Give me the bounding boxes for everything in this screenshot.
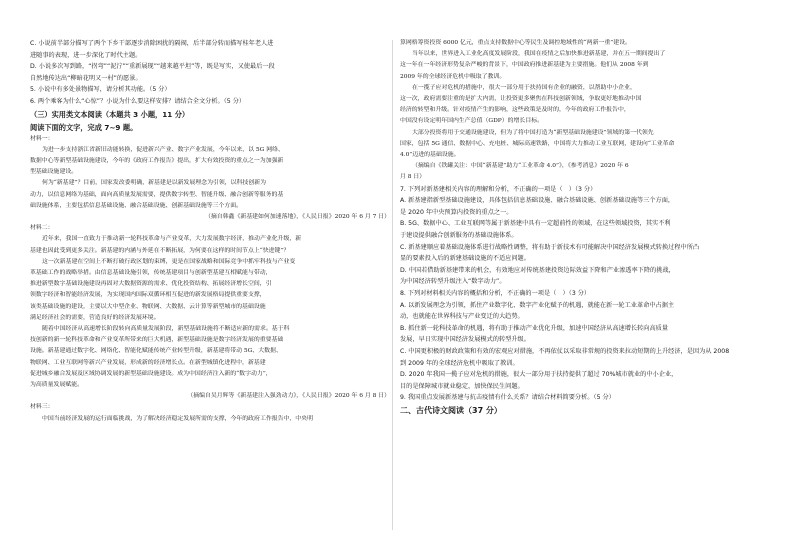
material-2-line: 基建也因此受到更多关注。新基建的内涵与外延在不断拓展，为何要在这样的时间节点上“快进键”？ — [30, 247, 290, 254]
question-7-option-c: 显的要素投入后的新建基础设施的不适应问题。 — [400, 255, 530, 263]
material-3-line: 这一年在一年经济形势复杂严峻的背景下，中国政府推进新基建为主要措施。他们从 2008 年到 — [400, 62, 649, 69]
material-3-line: 经济的转型和升级。针对疫情产生的影响，这些政策是及时的，今年的政府工作报告中， — [400, 107, 630, 114]
material-1-line: 型基础设施建设。 — [30, 169, 78, 176]
reading-instruction: 阅读下面的文字，完成 7~9 题。 — [30, 122, 138, 132]
material-2-line: 为高质量发展赋能。 — [30, 382, 84, 389]
question-8-option-b: 发展，早日实现中国经济发展模式的转型升级。 — [400, 336, 530, 344]
material-2-label: 材料二： — [30, 225, 54, 232]
question-7-option-d: 为中国经济转型升级注入“数字动力”。 — [400, 278, 506, 286]
material-2-line: 领数字经济和智能经济发展，为实现国内国际双循环相互促进的新发展格局提供重要支撑， — [30, 292, 266, 299]
section-heading-classical-poetry: 二、古代诗文阅读（37 分） — [400, 405, 502, 415]
material-1-line: 动力，以信息网络为基础，面向高质量发展需要，提供数字转型、智能升级、融合创新等服务的基 — [30, 191, 284, 198]
question-4-option-d-line: D. 小说多次写到路，“拐弯”“泥泞”“重新展现”“越来越平坦”等，既是写实，又使最后一段 — [30, 63, 275, 71]
material-1-label: 材料一： — [30, 135, 54, 142]
material-2-line: 革基础工作的战略举措。由信息基础设施引领，传统基建项目与创新型基建互相赋能与带动， — [30, 270, 272, 276]
material-3-line: 2009 年的全球经济危机中吸取了教训。 — [400, 73, 506, 80]
material-2-line: 近年来，我国一直致力于推动新一轮科技革命与产业变革，大力发展数字经济，推动产业化升级，新 — [42, 236, 302, 243]
material-3-source: （摘编自《铁罐关注：中国“新基建”助力“工业革命 4.0”》，《参考消息》2020 年 6 — [412, 163, 629, 170]
material-3-line: 中国当前经济发展的运行面临挑战，为了解决经济稳定发展所需的支撑，今年的政府工作报告中，中央明 — [42, 415, 313, 422]
material-3-line: 中国没有设定明年国内生产总值（GDP）的增长目标。 — [400, 118, 543, 125]
material-3-source-cont: 月 8 日） — [400, 174, 426, 181]
material-2-line: 随着中国经济从高速增长阶段转向高质量发展阶段，新型基础设施将不断适应新的需求。基于科 — [42, 326, 290, 333]
material-2-line: 这一次新基建在空间上不断打破行政区划的束缚，更是在国家战略和国际竞争中抓牢科技与产业变 — [42, 258, 296, 265]
question-7-option-a: 是 2020 年中央预算内投资的重点之一。 — [400, 208, 513, 216]
material-3-line: 算网格筹资投资 6000 亿元，重点支持数据中心等民生及调控地域性的“两新一重”建设。 — [400, 40, 631, 46]
question-4-option-d-line: 自然地传达出“柳暗花明又一村”的愿景。 — [30, 74, 142, 82]
material-3-line: 大部分投资将用于交通设施建设，但为了将中国打造为“新型基础设施建设”领域的第一代领先 — [412, 129, 654, 136]
material-3-line: 国家，包括 5G 通信、数据中心、充电桩、城际高速铁路，中国将大力推动工业互联网，建设向“工业革命 — [400, 140, 675, 147]
right-column — [400, 38, 760, 418]
question-7-option-b: 于建设提供融合创新服务的基础设施体系。 — [400, 232, 518, 240]
material-2-line: 物联网、工业互联网等新兴产业发展，形成新的经济增长点。在新型城镇化进程中，新基建 — [30, 359, 266, 366]
question-7-option-a: A. 新基建指新型基础设施建设，具体包括信息基础设施、融合基础设施、创新基础设施等三个方面， — [400, 197, 675, 205]
question-5: 5. 小说中有多处景物描写，请分析其功能。（5 分） — [30, 86, 171, 94]
material-1-line: 何为“新基建”？目前，国家发改委明确，新基建是以新发展理念为引领，以科技创新为 — [42, 180, 266, 187]
material-1-line: 础设施体系，主要包括信息基础设施、融合基础设施、创新基础设施等三个方面。 — [30, 202, 243, 209]
material-2-line: 技创新的新一轮科技革命和产业变革所带来的巨大机遇，新型基础设施是数字经济发展的重要基础 — [30, 337, 284, 344]
material-3-line: 在一揽子应对危机的措施中，很大一部分用于扶持国有企业的融资，以帮助中小企业， — [412, 84, 636, 91]
question-8-option-d: 目的是保障城市就业稳定，加快保民生问题。 — [400, 382, 524, 390]
material-1-line: 数据中心等新型基础设施建设，今年的《政府工作报告》提出，扩大有效投资的重点之一为加强新 — [30, 157, 284, 164]
section-heading-practical-text: （三）实用类文本阅读（本题共 3 小题，11 分） — [30, 109, 190, 119]
column-divider — [392, 40, 393, 530]
question-8-option-d: D. 2020 年我国一揽子应对危机的措施，很大一部分用于扶持提供了超过 70%城市就业的中小企业， — [400, 371, 678, 379]
material-2-line: 满足经济社会的需要，营造良好的经济发展环境。 — [30, 314, 160, 321]
question-8-option-b: B. 抓住新一轮科技革命的机遇，将有助于推动产业优化升级，加速中国经济从高速增长转向高质量 — [400, 324, 669, 332]
material-1-line: 为进一步支持浙江省新旧动能转换，促进新兴产业、数字产业发展，今年以来，以 5G 网络、 — [42, 146, 284, 153]
question-7-option-c: C. 新基建顺应着基础设施体系进行战略性调整，将有助于新技术有可能解决中国经济发展模式转换过程中所凸 — [400, 243, 700, 251]
question-4-option-c-line: C. 小说前半部分描写了两个下乡干部逐步消除困扰的隔阂，后半部分转而描写桂年老人进 — [30, 40, 274, 47]
question-6: 6. 两个乘客为什么“心惊”？小说为什么要这样安排？请结合全文分析。（5 分） — [30, 97, 246, 105]
question-8-option-c: C. 中国更积极的财政政策和有效的宏观应对措施，不再依仗以采取非常规的投资来拉动短期的上升经济，是因为从 2008 — [400, 347, 730, 355]
material-3-line: 当年以来，世界进入工业化高度发展阶段，我国在疫情之后加快推进新基建，并在五一期间提出了 — [412, 51, 666, 58]
material-3-line: 这一次，政府需要注重的是扩大内需，让投资更多聚焦在科技创新领域，争取更好地推动中国 — [400, 96, 642, 103]
question-4-option-c-line: 进随事的表现，进一步深化了时代主题。 — [30, 51, 142, 59]
question-7-option-b: B. 5G、数据中心、工业互联网等属于新基建中具有一定超前性的领域，在这些领域投资，其实不利 — [400, 220, 671, 228]
question-8-option-c: 到 2009 年的全球经济危机中吸取了教训。 — [400, 359, 519, 367]
left-column — [30, 38, 390, 425]
question-8: 8. 下列对材料相关内容的概括和分析，不正确的一项是（ ）（3 分） — [400, 289, 591, 297]
material-2-line: 推进新型数字基础设施建设再固对大数据资源的需求、优化投资结构、拓展经济增长空间，引 — [30, 281, 272, 288]
material-2-line: 该类基础设施的建设，主要以大中型企业、物联网、大数据、云计算等新型城市的基础设施 — [30, 303, 266, 310]
material-2-source: （摘编自吴月辉等《新基建注入强劲动力》，《人民日报》2020 年 6 月 8 日） — [187, 393, 390, 400]
material-2-line: 设施。新基建通过数字化、网络化、智能化赋能传统产业转型升级，新基建将带动 5G、大数据、 — [30, 348, 282, 355]
question-7: 7. 下列对新基建相关内容的理解和分析，不正确的一项是（ ）（3 分） — [400, 185, 597, 193]
material-2-line: 促进城乡融合发展及区域协调发展的新型基础设施建设。成为中国经济注入新的“数字动力”， — [30, 370, 272, 377]
material-1-source: （摘自韩鑫《新基建如何加速落地》，《人民日报》2020 年 6 月 7 日） — [205, 213, 390, 220]
question-8-option-a: A. 以新发展理念为引领，抓住产业数字化、数字产业化赋予的机遇，就能在新一轮工业革命中占据主 — [400, 301, 675, 309]
question-9: 9. 我国重点发展新基建与抗击疫情有什么关系？请结合材料简要分析。（5 分） — [400, 394, 615, 402]
question-8-option-a: 动，也就能在世界科技与产业变迁的大趋势。 — [400, 313, 524, 321]
question-7-option-d: D. 中国若借助新基建带来的机会，有效地应对传统基建投资边际效益下降和产业渗透率下降的挑战， — [400, 266, 675, 274]
material-3-label: 材料三： — [30, 404, 54, 411]
material-3-line: 4.0”迈进的基础设施。 — [400, 152, 460, 159]
